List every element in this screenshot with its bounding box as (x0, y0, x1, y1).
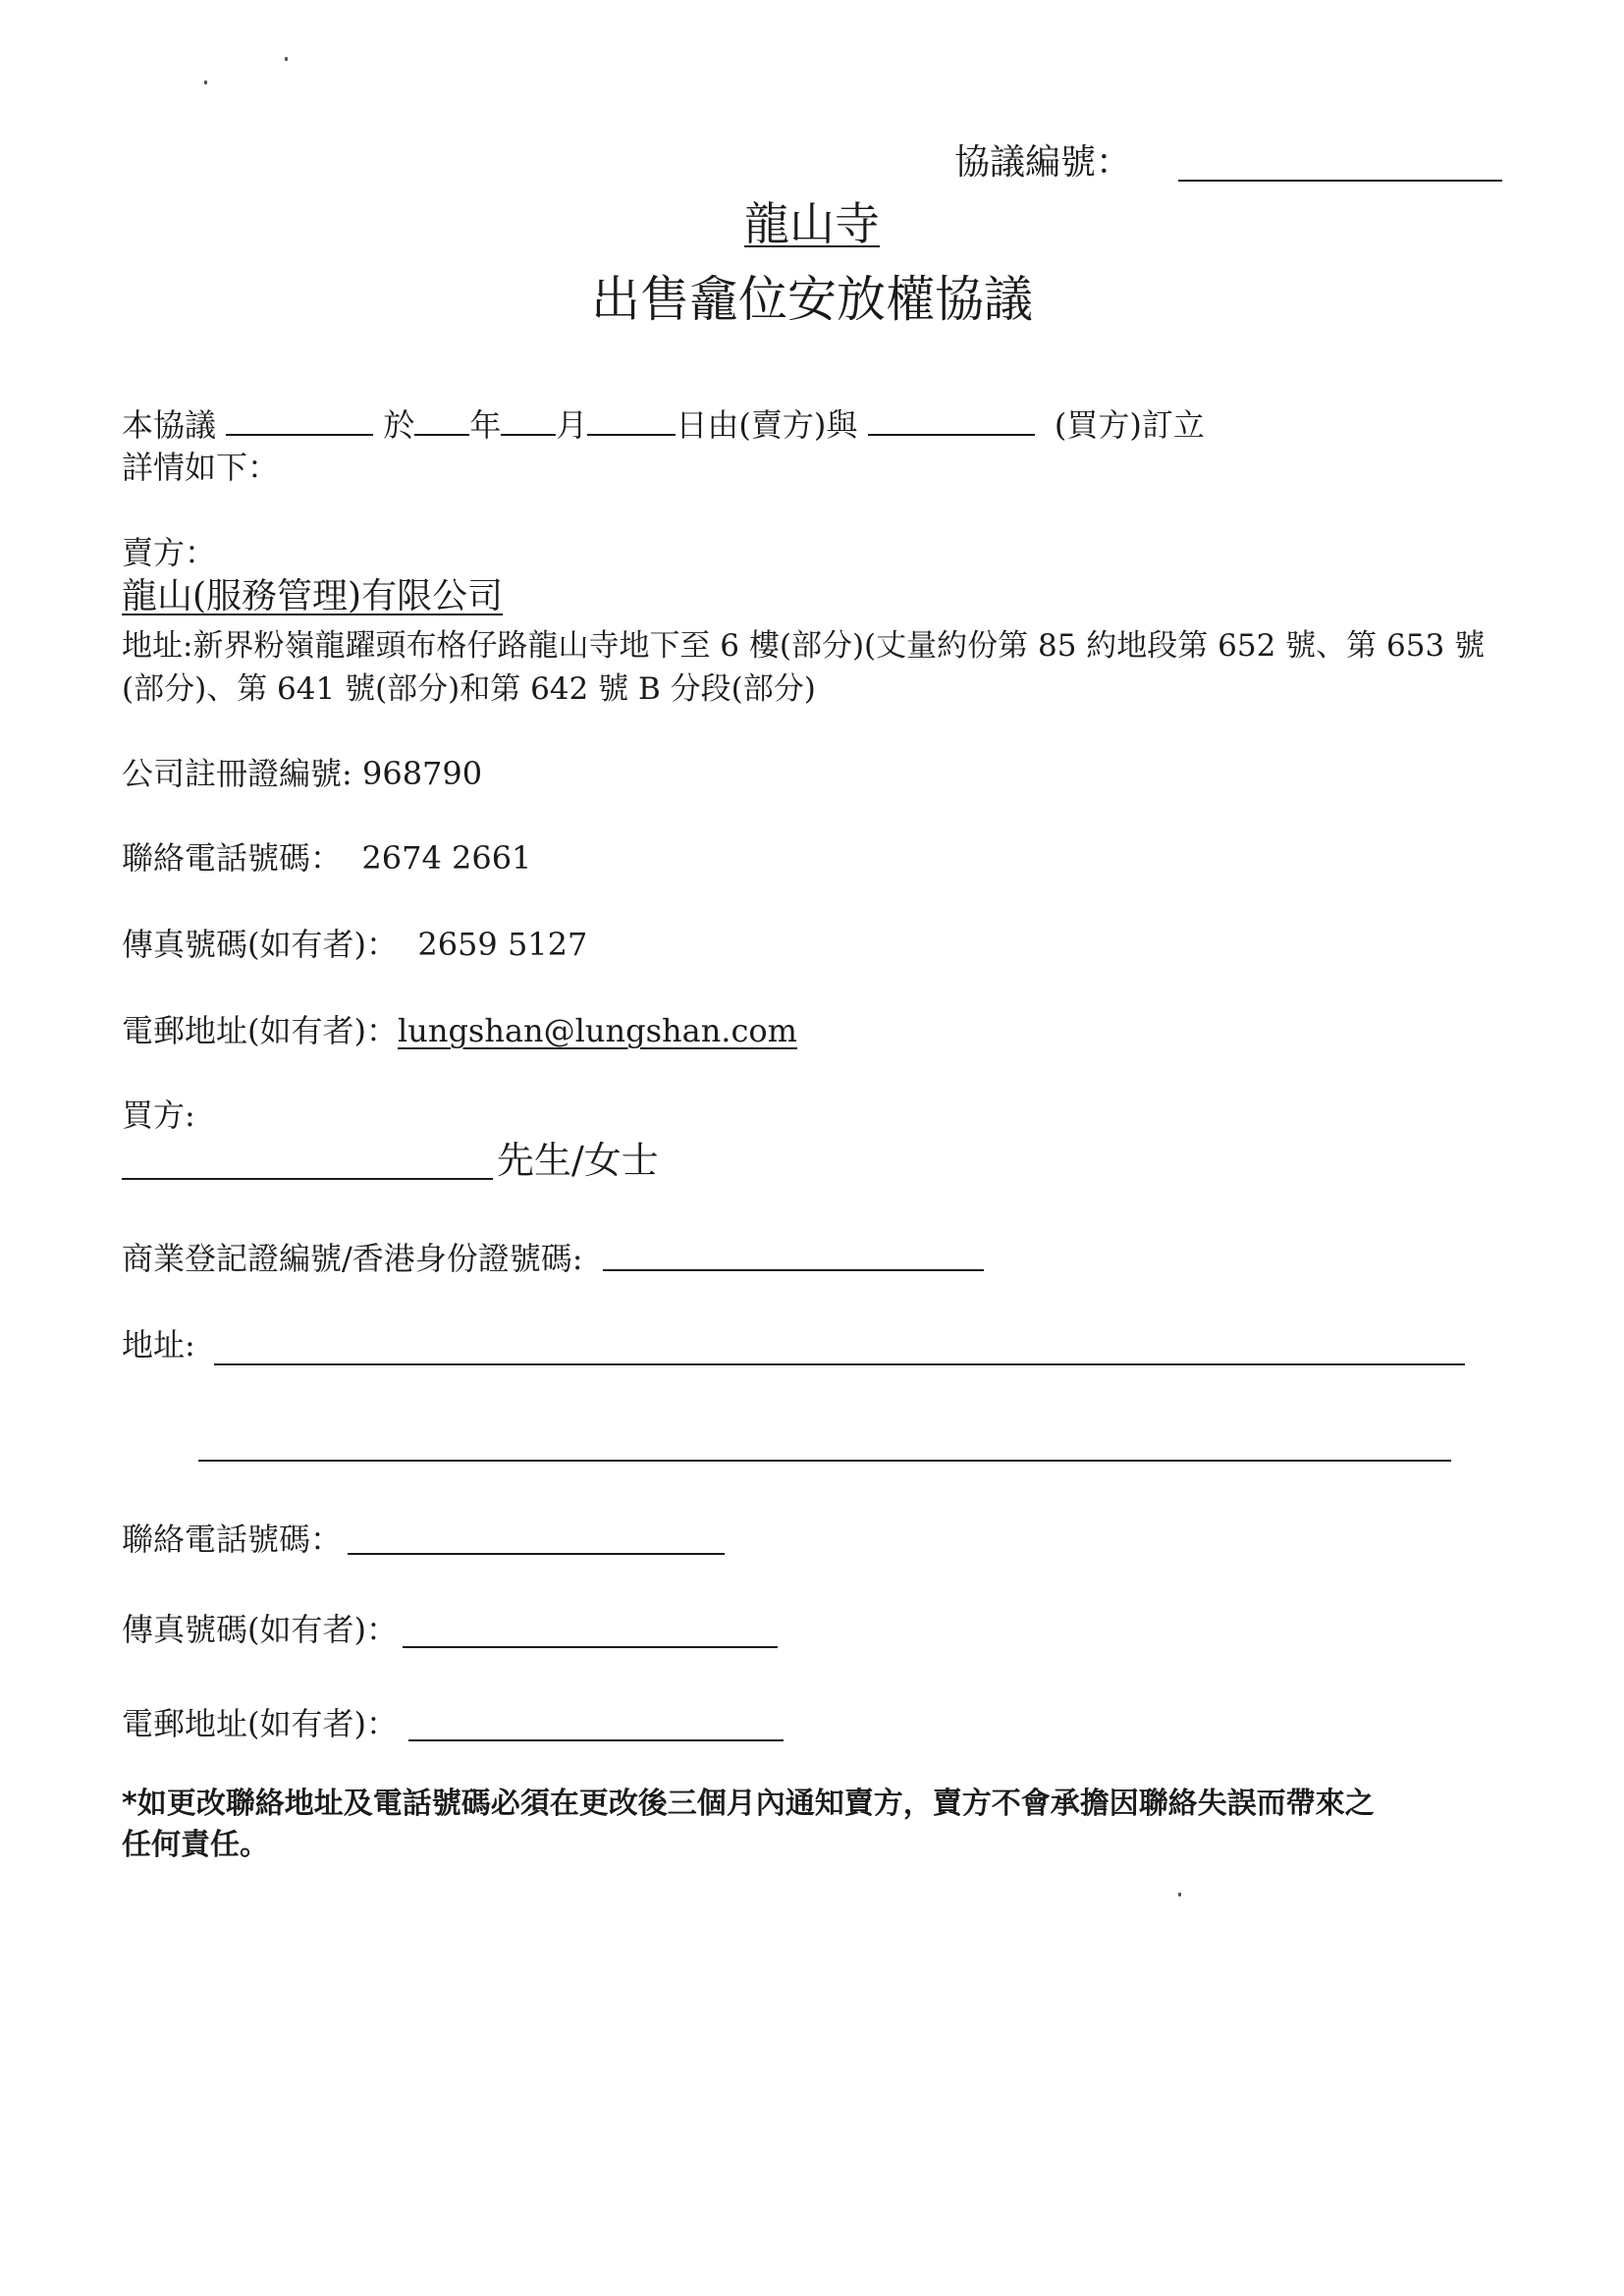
intro-details: 詳情如下： (122, 449, 280, 486)
scan-speck (204, 80, 207, 84)
seller-company-name: 龍山(服務管理)有限公司 (122, 576, 504, 616)
buyer-address-label: 地址: (122, 1326, 195, 1363)
buyer-email-label: 電郵地址(如有者)： (122, 1705, 398, 1742)
seller-fax: 傳真號碼(如有者)： 2659 5127 (122, 926, 588, 963)
scan-speck (285, 57, 288, 61)
year-blank[interactable] (414, 404, 469, 436)
agreement-number-label: 協議編號： (954, 142, 1132, 183)
party-name-blank[interactable] (226, 404, 373, 436)
buyer-phone-label: 聯絡電話號碼： (122, 1521, 343, 1558)
buyer-email-field[interactable] (408, 1739, 784, 1741)
document-title-temple: 龍山寺 (744, 197, 880, 250)
seller-address-line2: (部分)、第 641 號(部分)和第 642 號 B 分段(部分) (122, 671, 816, 707)
buyer-fax-field[interactable] (403, 1646, 778, 1648)
seller-phone-number: 2674 2661 (361, 839, 532, 877)
buyer-fax-label: 傳真號碼(如有者)： (122, 1611, 398, 1648)
buyer-id-label: 商業登記證編號/香港身份證號碼: (122, 1240, 583, 1277)
buyer-honorific: 先生/女士 (497, 1139, 659, 1182)
buyer-name-field[interactable] (122, 1178, 493, 1180)
seller-email: 電郵地址(如有者)：lungshan@lungshan.com (122, 1012, 797, 1049)
notice-line1: *如更改聯絡地址及電話號碼必須在更改後三個月內通知賣方，賣方不會承擔因聯絡失誤而帶來之 (122, 1787, 1375, 1821)
buyer-phone-field[interactable] (348, 1553, 725, 1555)
notice-line2: 任何責任。 (122, 1828, 269, 1862)
month-blank[interactable] (501, 404, 556, 436)
document-title-agreement: 出售龕位安放權協議 (591, 271, 1033, 328)
scan-speck (1178, 1893, 1181, 1896)
buyer-name-blank[interactable] (868, 404, 1035, 436)
buyer-label: 買方: (122, 1096, 195, 1134)
seller-fax-number: 2659 5127 (417, 926, 588, 963)
intro-line: 本協議 於 年 月 日由(賣方)與 (買方)訂立 (122, 406, 1205, 444)
buyer-address-field-line1[interactable] (214, 1363, 1465, 1365)
buyer-address-field-line2[interactable] (198, 1460, 1451, 1462)
agreement-number-blank[interactable] (1178, 180, 1502, 182)
seller-registration: 公司註冊證編號: 968790 (122, 755, 483, 792)
seller-label: 賣方： (122, 534, 217, 571)
day-blank[interactable] (587, 404, 676, 436)
seller-email-link[interactable]: lungshan@lungshan.com (397, 1012, 797, 1049)
buyer-id-field[interactable] (603, 1269, 984, 1271)
registration-number: 968790 (361, 755, 483, 792)
seller-phone: 聯絡電話號碼： 2674 2661 (122, 839, 532, 877)
seller-address-line1: 地址:新界粉嶺龍躍頭布格仔路龍山寺地下至 6 樓(部分)(丈量約份第 85 約地段第 652 號、第 653 號 (122, 628, 1486, 664)
